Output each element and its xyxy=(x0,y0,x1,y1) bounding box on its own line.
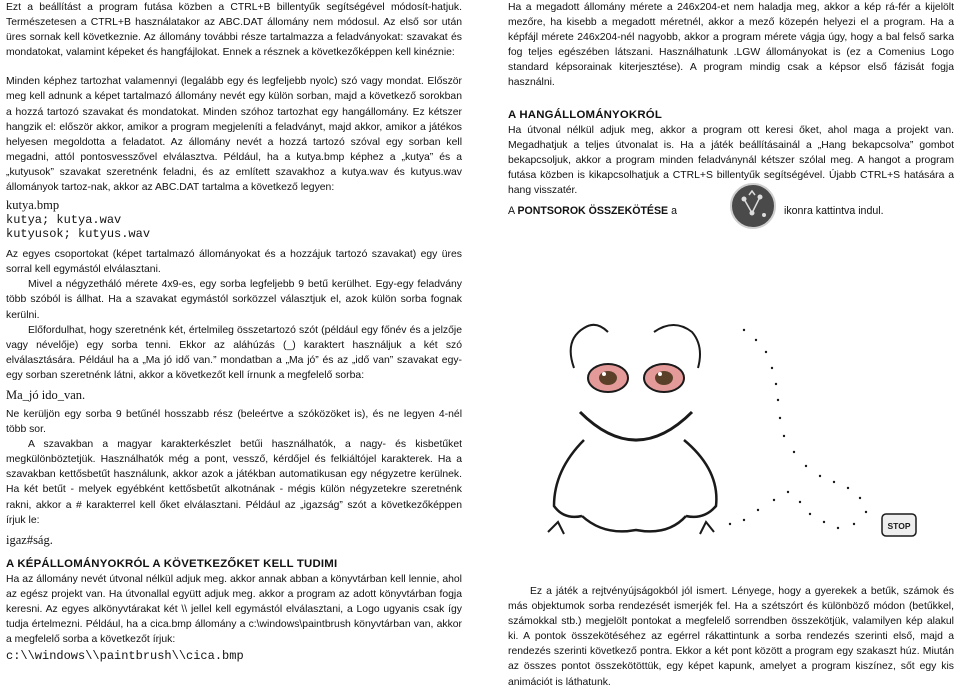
code-line: igaz#ság. xyxy=(6,532,53,547)
paragraph: Minden képhez tartozhat valamennyi (legalább egy és legfeljebb nyolc) szó vagy mondat. Először meg kell adnunk a képet tartalmazó állomány nevét egy külön sorban, majd a következő sorokban a hozzá tartozó szavakat és mondatokat. Minden szóhoz tartozhat egy hangállomány. Ez kétszer hangzik el: először akkor, amikor a program megjeleníti a feladványt, majd akkor, amikor a játékos helyesen megoldotta a feladatot. Az állomány nevét a hozzá tartozó szóval egy sorban kell megadni, attól pontosvesszővel elválasztva. Például, ha a kutya.bmp képhez a „kutya” és a „kutyusok” szavakat szeretnénk feladni, és az említett szavakhoz a kutya.wav és kutyus.wav állományok tartoz-nak, akkor az ABC.DAT tartalma a következő legyen: xyxy=(6,76,462,194)
code-block xyxy=(6,197,462,241)
section-heading: A HANGÁLLOMÁNYOKRÓL xyxy=(508,108,662,121)
paragraph: Ne kerüljön egy sorba 9 betűnél hosszabb rész (beleértve a szóközöket is), és ne legyen 4-nél több sor. xyxy=(6,408,462,436)
paragraph: Az egyes csoportokat (képet tartalmazó állományokat és a hozzájuk tartozó szavakat) egy üres sorral kell egymástól elválasztani. xyxy=(6,249,462,276)
code-line: kutya; kutya.wav xyxy=(6,213,122,228)
text: a xyxy=(668,205,677,217)
left-column xyxy=(6,0,462,663)
stop-button[interactable] xyxy=(882,514,916,536)
text: A xyxy=(508,205,518,217)
code-line: Ma_jó ido_van. xyxy=(6,387,86,402)
paragraph: Ez a játék a rejtvényújságokból jól ismert. Lényege, hogy a gyerekek a betűk, számok és más objektumok sorba rendezését ismerjék fel. Ha a szétszórt és különböző módon (betűkkel, számokkal stb.) megjelölt pontokat a megfelelő sorrendben összekötjük, valamilyen kép alakul ki. A pontok összekötéséhez az egérrel rákattintunk a sorba rendezés szerinti első, majd a rendezés szerinti következő pontra. Ekkor a két pont között a program egy szakaszt húz. Miután az összes pontot összekötöttük, egy képet kapunk, amelyet a program kiszínez, sőt egy kis animációt is láthatunk. xyxy=(508,586,954,688)
frog-illustration xyxy=(544,270,950,556)
paragraph: Ha a megadott állomány mérete a 246x204-et nem haladja meg, akkor a kép rá-fér a kijelölt mezőre, ha kisebb a megadott méretnél, akkor a mező közepén helyezi el a program. Ha a képfájl mérete 246x204-nél nagyobb, akkor a program mérete vágja úgy, hogy a bal felső sarka fog teljes egészében látszani. Használhatunk .LGW állományokat is (ez a Comenius Logo standard képsorainak kiterjesztése). A program mindig csak a képsor első fázisát fogja használni. xyxy=(508,2,954,89)
paragraph: Ha útvonal nélkül adjuk meg, akkor a program ott keresi őket, ahol maga a projekt van. Megadhatjuk a teljes útvonalat is. Ha a játék beállításainál a „Hang bekapcsolva” gombot bekapcsoljuk, akkor a program minden feladványnál kétszer szólal meg. A hangot a program futása közben is kikapcsolhatjuk a CTRL+S billentyűk segítségével. Újabb CTRL+S hatására a hang visszatér. xyxy=(508,124,954,196)
paragraph: Előfordulhat, hogy szeretnénk két, értelmileg összetartozó szót (például egy főnév és a jelzője vagy névelője) egy sorba tenni. Ekkor az aláhúzás (_) karaktert használjuk a két szó elválasztására. Például ha a „Ma jó idő van.” mondatban a „Ma jó” és az „idő van” szavakat egy-egy sorban szeretnénk látni, akkor a következőt kell írnunk a megfelelő sorba: xyxy=(6,324,462,381)
paragraph: Mivel a négyzetháló mérete 4x9-es, egy sorba legfeljebb 9 betű kerülhet. Egy-egy feladvány több szóból is állhat. Ha a szavakat egymástól sorközzel választjuk el, azok külön sorba fognak kerülni. xyxy=(6,279,462,321)
section-heading: A KÉPÁLLOMÁNYOKRÓL A KÖVETKEZŐKET KELL TUDIMI xyxy=(6,557,338,570)
code-line: c:\\windows\\paintbrush\\cica.bmp xyxy=(6,649,244,664)
code-line: kutyusok; kutyus.wav xyxy=(6,227,151,242)
paragraph: Ezt a beállítást a program futása közben a CTRL+B billentyűk segítségével módosít-hatjuk. Természetesen a CTRL+B használatakor az ABC.DAT állomány nem módosul. Az első sor után üres sornak kell következnie. Az állomány további része tartalmazza a feladványokat: szavakat és mondatokat, valamint képeket és hangfájlokat. Ennek a résznek a következőképpen kell kinéznie: xyxy=(6,2,462,59)
stop-label: STOP xyxy=(887,521,911,531)
right-bottom xyxy=(508,584,954,690)
right-column xyxy=(508,0,954,217)
dot-connect-game-icon[interactable] xyxy=(730,183,776,229)
paragraph: Ha az állomány nevét útvonal nélkül adjuk meg. akkor annak abban a könyvtárban kell lennie, ahol az egész projekt van. Ha útvonallal együtt adjuk meg. akkor a program az adott könyvtárban fogja keresni. Az egyes alkönyvtárakat két \\ jellel kell egymástól elválasztani, a Logo ugyanis csak így tudja értelmezni. Például, ha a cica.bmp állomány a c:\windows\paintbrush könyvtárban van, akkor a megfelelő sorba a következőt írjuk: xyxy=(6,573,462,646)
code-line: kutya.bmp xyxy=(6,198,60,213)
text: ikonra kattintva indul. xyxy=(784,205,884,217)
paragraph: A szavakban a magyar karakterkészlet betűi használhatók, a nagy- és kisbetűket megkülönböztetjük. Használhatók még a pont, vessző, kérdőjel és felkiáltójel karakterek. Ha a szavakban kettősbetűt használunk, akkor azok a játékban automatikusan egy négyzetre kerülnek. Ha két betűt - melyek egyébként kettősbetűt alkotnának - mégis külön négyzetekre szeretnénk rakni, akkor a # karakterrel kell őket elválasztani. Például az „igazság” szót a következőképpen írjuk le: xyxy=(6,439,462,526)
game-name: PONTSOROK ÖSSZEKÖTÉSE xyxy=(517,205,669,217)
